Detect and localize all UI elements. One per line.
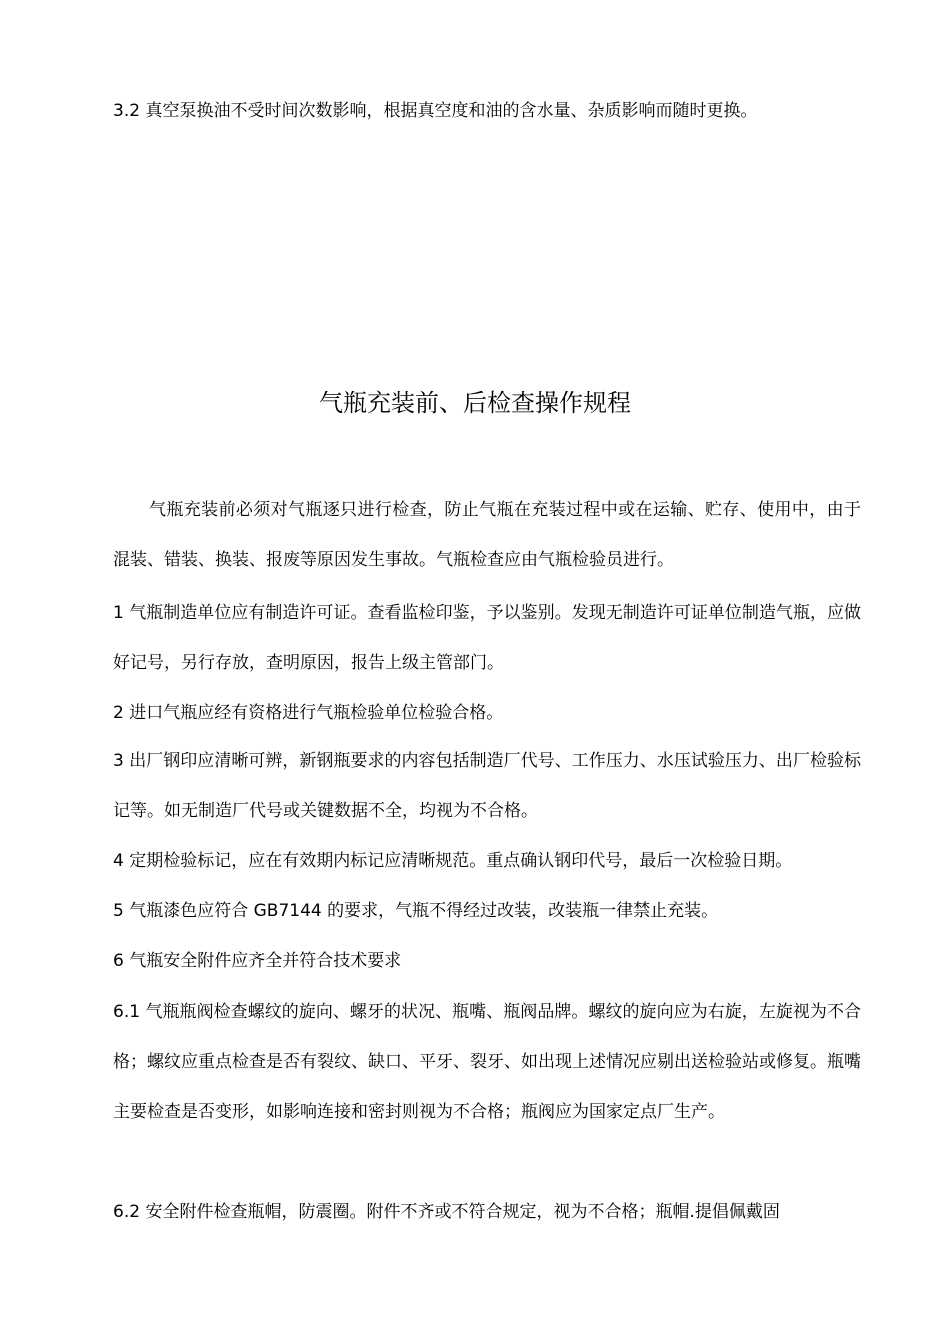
- paragraph-item-1: 1 气瓶制造单位应有制造许可证。查看监检印鉴，予以鉴别。发现无制造许可证单位制造气瓶，应做好记号，另行存放，查明原因，报告上级主管部门。: [113, 603, 861, 673]
- paragraph-item-2: 2 进口气瓶应经有资格进行气瓶检验单位检验合格。: [113, 703, 504, 723]
- paragraph-item-6-1: 6.1 气瓶瓶阀检查螺纹的旋向、螺牙的状况、瓶嘴、瓶阀品牌。螺纹的旋向应为右旋，左旋视为不合格；螺纹应重点检查是否有裂纹、缺口、平牙、裂牙、如出现上述情况应剔出送检验站或修复。瓶嘴主要检查是否变形，如影响连接和密封则视为不合格；瓶阀应为国家定点厂生产。: [113, 1002, 861, 1122]
- intro-paragraph: 气瓶充装前必须对气瓶逐只进行检查，防止气瓶在充装过程中或在运输、贮存、使用中，由于混装、错装、换装、报废等原因发生事故。气瓶检查应由气瓶检验员进行。: [113, 500, 861, 570]
- section-title: 气瓶充装前、后检查操作规程: [319, 389, 631, 417]
- paragraph-item-4: 4 定期检验标记，应在有效期内标记应清晰规范。重点确认钢印代号，最后一次检验日期。: [113, 851, 793, 871]
- paragraph-item-3: 3 出厂钢印应清晰可辨，新钢瓶要求的内容包括制造厂代号、工作压力、水压试验压力、出厂检验标记等。如无制造厂代号或关键数据不全，均视为不合格。: [113, 751, 861, 821]
- paragraph-item-6-2: 6.2 安全附件检查瓶帽，防震圈。附件不齐或不符合规定，视为不合格；瓶帽.提倡佩戴固: [113, 1202, 780, 1222]
- paragraph-item-6: 6 气瓶安全附件应齐全并符合技术要求: [113, 951, 402, 971]
- paragraph-item-5: 5 气瓶漆色应符合 GB7144 的要求，气瓶不得经过改装，改装瓶一律禁止充装。: [113, 901, 719, 921]
- paragraph-3-2: 3.2 真空泵换油不受时间次数影响，根据真空度和油的含水量、杂质影响而随时更换。: [113, 101, 758, 121]
